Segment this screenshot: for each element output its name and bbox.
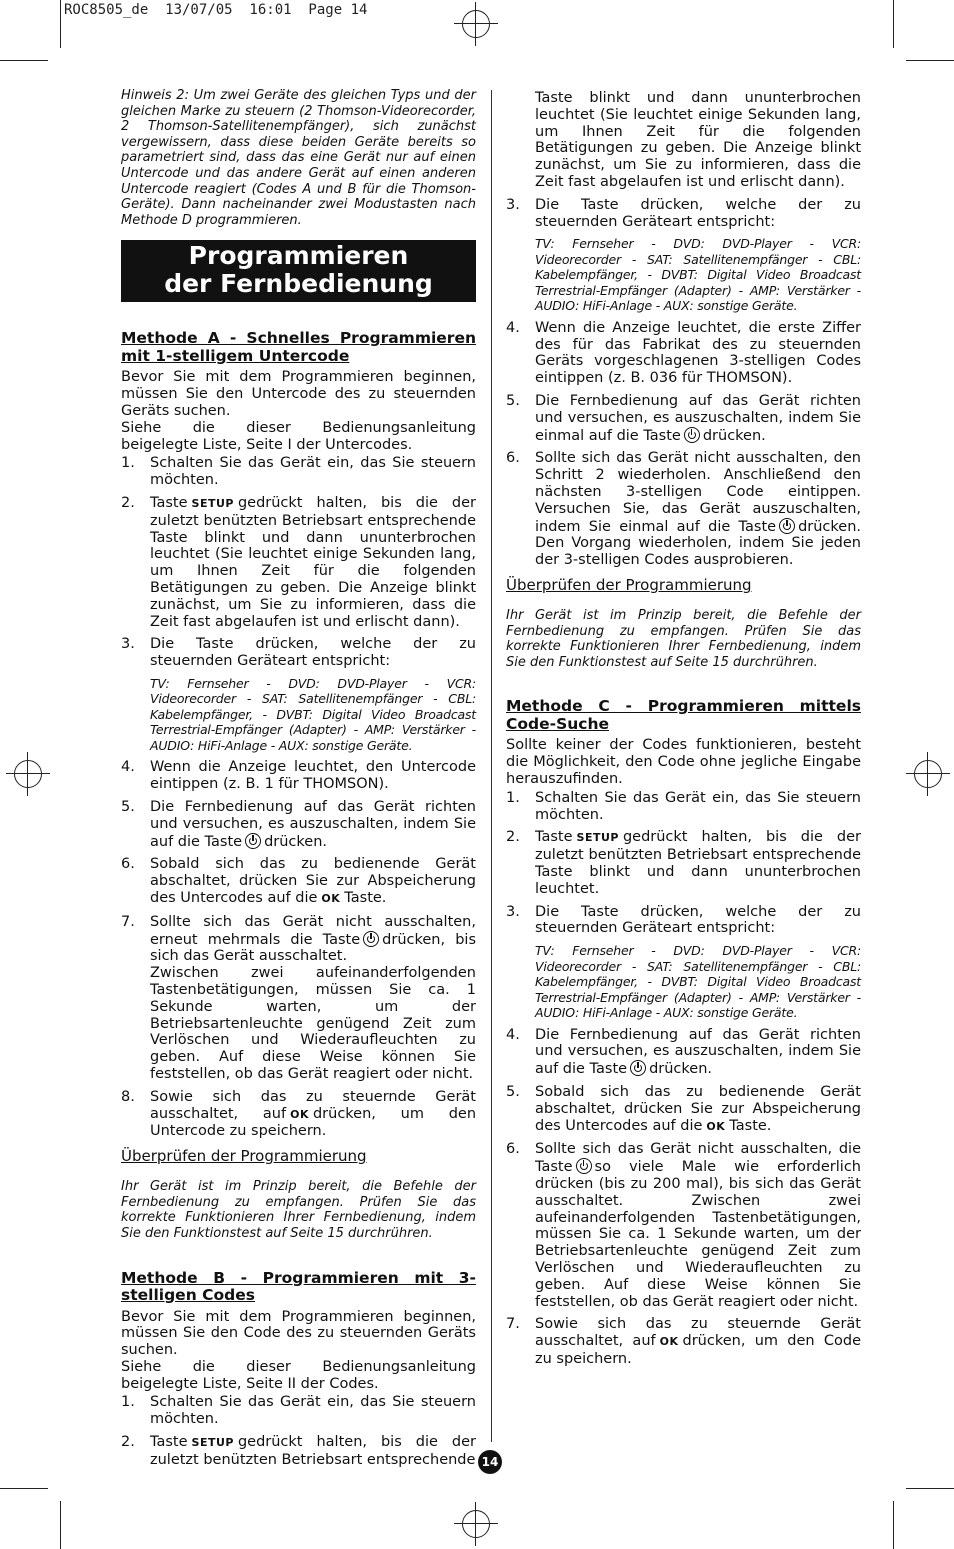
- step-item: 1. Schalten Sie das Gerät ein, das Sie steuern möchten.: [506, 789, 861, 823]
- step-text: Schalten Sie das Gerät ein, das Sie steuern möchten.: [535, 789, 861, 823]
- step-text: Taste: [535, 829, 573, 846]
- methode-b-steps-continued: [506, 90, 861, 569]
- check-text: Ihr Gerät ist im Prinzip bereit, die Befehle der Fernbedienung zu empfangen. Prüfen Sie das korrekte Funktionieren Ihrer Fernbedienung, indem Sie den Funktionstest auf Seite 15 durchrühren.: [506, 608, 861, 670]
- ok-key-label: OK: [321, 891, 341, 905]
- page-number: 14: [478, 1450, 502, 1474]
- check-heading: Überprüfen der Programmierung: [121, 1147, 367, 1166]
- step-text: Die Fernbedienung auf das Gerät richten und versuchen, es auszuschalten, indem Sie auf die Taste: [535, 1026, 861, 1078]
- step-item: 2. Taste SETUP gedrückt halten, bis die der zuletzt benützten Betriebsart entsprechende: [121, 1434, 476, 1468]
- banner-title-line1: Programmieren: [188, 241, 409, 271]
- step-text: gedrückt halten, bis die der zuletzt benützten Betriebsart entsprechende: [150, 1434, 476, 1468]
- step-text: Taste blinkt und dann ununterbrochen leuchtet (Sie leuchtet einige Sekunden lang, um Ihnen Zeit für die folgenden Betätigungen zu geben. Die Anzeige blinkt zunächst, um Sie zu informieren, dass die Zeit fast abgelaufen ist und erlischt dann).: [535, 90, 861, 190]
- crop-mark: [0, 60, 48, 61]
- right-column: [506, 88, 861, 1374]
- crop-mark: [0, 1488, 48, 1489]
- step-text: Die Fernbedienung auf das Gerät richten und versuchen, es auszuschalten, indem Sie einmal auf die Taste: [535, 393, 861, 444]
- registration-mark: [454, 2, 498, 46]
- step-text: Sollte sich das Gerät nicht ausschalten, erneut mehrmals die Taste: [150, 913, 476, 948]
- methode-b-intro: Bevor Sie mit dem Programmieren beginnen, müssen Sie den Code des zu steuernden Geräts suchen.: [121, 1308, 476, 1359]
- device-codes-legend: TV: Fernseher - DVD: DVD-Player - VCR: Videorecorder - SAT: Satellitenempfänger - CBL: Kabelempfänger, - DVBT: Digital Video Broadcast Terrestrial-Empfänger (Adapter) - AMP: Verstärker - AUDIO: HiFi-Anlage - AUX: sonstige Geräte.: [150, 675, 476, 753]
- step-item: 4. Wenn die Anzeige leuchtet, den Untercode eintippen (z. B. 1 für THOMSON).: [121, 759, 476, 793]
- step-text: Schalten Sie das Gerät ein, das Sie steuern möchten.: [150, 1394, 476, 1428]
- step-item: 1. Schalten Sie das Gerät ein, das Sie steuern möchten.: [121, 455, 476, 489]
- step-text: drücken, um den Untercode zu speichern.: [150, 1105, 477, 1140]
- ok-key-label: OK: [290, 1107, 309, 1121]
- methode-c-steps: [506, 790, 861, 1368]
- step-item: 5. Die Fernbedienung auf das Gerät richten und versuchen, es auszuschalten, indem Sie einmal auf die Taste drücken.: [506, 393, 861, 444]
- ok-key-label: OK: [706, 1119, 726, 1133]
- step-item: 8. Sowie sich das zu steuernde Gerät ausschaltet, auf OK drücken, um den Untercode zu speichern.: [121, 1088, 477, 1140]
- step-item: 7. Sowie sich das zu steuernde Gerät ausschaltet, auf OK drücken, um den Code zu speichern.: [506, 1316, 861, 1368]
- step-item: 3. Die Taste drücken, welche der zu steuernden Geräteart entspricht: TV: Fernseher - DVD: DVD-Player - VCR: Videorecorder - SAT: Satellitenempfänger - CBL: Kabelempfänger, - DVBT: Digital Video Broadcast Terrestrial-Empfänger (Adapter) - AMP: Verstärker - AUDIO: HiFi-Anlage - AUX: sonstige Geräte.: [506, 903, 861, 1021]
- step-item: 2. Taste SETUP gedrückt halten, bis die der zuletzt benützten Betriebsart entsprechende Taste blinkt und dann ununterbrochen leuchtet.: [506, 829, 861, 897]
- step-item: 4. Die Fernbedienung auf das Gerät richten und versuchen, es auszuschalten, indem Sie auf die Taste drücken.: [506, 1026, 861, 1078]
- power-button-icon: [779, 518, 795, 534]
- methode-b-intro-list: Siehe die dieser Bedienungsanleitung beigelegte Liste, Seite II der Codes.: [121, 1358, 476, 1392]
- step-text: Zwischen zwei aufeinanderfolgenden Tastenbetätigungen, müssen Sie ca. 1 Sekunde warten, um der Betriebsartenleuchte genügend Zeit zum Verlöschen und Wiederaufleuchten zu geben. Auf diese Weise können Sie feststellen, ob das Gerät reagiert oder nicht.: [150, 965, 476, 1082]
- crop-mark: [906, 60, 954, 61]
- ok-key-label: OK: [659, 1335, 679, 1349]
- check-heading: Überprüfen der Programmierung: [506, 576, 752, 595]
- step-item: 7. Sollte sich das Gerät nicht ausschalten, erneut mehrmals die Taste drücken, bis sich das Gerät ausschaltet. Zwischen zwei aufeinanderfolgenden Tastenbetätigungen, müssen Sie ca. 1 Sekunde warten, um der Betriebsartenleuchte genügend Zeit zum Verlöschen und Wiederaufleuchten zu geben. Auf diese Weise können Sie feststellen, ob das Gerät reagiert oder nicht.: [121, 913, 477, 1082]
- methode-c-intro: Sollte keiner der Codes funktionieren, besteht die Möglichkeit, den Code ohne jegliche Eingabe herauszufinden.: [506, 737, 861, 787]
- step-item: 5. Die Fernbedienung auf das Gerät richten und versuchen, es auszuschalten, indem Sie auf die Taste drücken.: [121, 798, 476, 850]
- step-text: Sollte sich das Gerät nicht ausschalten, die Taste: [535, 1141, 861, 1176]
- step-item: 2. Taste SETUP gedrückt halten, bis die der zuletzt benützten Betriebsart entsprechende Taste blinkt und dann ununterbrochen leuchtet (Sie leuchtet einige Sekunden lang, um Ihnen Zeit für die folgenden Betätigungen zu geben. Die Anzeige blinkt zunächst, um Sie zu informieren, dass die Zeit fast abgelaufen ist und erlischt dann).: [121, 494, 476, 630]
- step-item: 5. Sobald sich das zu bedienende Gerät abschaltet, drücken Sie zur Abspeicherung des Untercodes auf die OK Taste.: [506, 1084, 861, 1134]
- step-text: Die Taste drücken, welche der zu steuernden Geräteart entspricht:: [535, 196, 861, 230]
- methode-a-steps: [121, 455, 476, 1140]
- step-text: drücken.: [649, 1061, 712, 1078]
- step-text: Sowie sich das zu steuernde Gerät ausschaltet, auf: [150, 1088, 476, 1122]
- left-column: [121, 88, 476, 1475]
- step-text: Sowie sich das zu steuernde Gerät ausschaltet, auf: [535, 1316, 861, 1350]
- methode-b-heading: Methode B - Programmieren mit 3-stelligen Codes: [121, 1268, 476, 1304]
- step-text: so viele Male wie erforderlich drücken (bis zu 200 mal), bis sich das Gerät ausschaltet. Zwischen zwei aufeinanderfolgenden Tastenbetätigungen, müssen Sie ca. 1 Sekunde warten, um der Betriebsartenleuchte genügend Zeit zum Verlöschen und Wiederaufleuchten zu geben. Auf diese Weise können Sie feststellen, ob das Gerät reagiert oder nicht.: [535, 1159, 861, 1310]
- step-text: Wenn die Anzeige leuchtet, den Untercode eintippen (z. B. 1 für THOMSON).: [150, 759, 476, 793]
- check-text: Ihr Gerät ist im Prinzip bereit, die Befehle der Fernbedienung zu empfangen. Prüfen Sie das korrekte Funktionieren Ihrer Fernbedienung, indem Sie den Funktionstest auf Seite 15 durchrühren.: [121, 1179, 476, 1241]
- step-text: Taste: [150, 494, 188, 511]
- device-codes-legend: TV: Fernseher - DVD: DVD-Player - VCR: Videorecorder - SAT: Satellitenempfänger - CBL: Kabelempfänger, - DVBT: Digital Video Broadcast Terrestrial-Empfänger (Adapter) - AMP: Verstärker - AUDIO: HiFi-Anlage - AUX: sonstige Geräte.: [535, 943, 861, 1021]
- step-text: Die Taste drücken, welche der zu steuernden Geräteart entspricht:: [535, 903, 861, 937]
- section-banner: [121, 240, 476, 302]
- step-text: Die Taste drücken, welche der zu steuernden Geräteart entspricht:: [150, 636, 476, 670]
- step-text: Wenn die Anzeige leuchtet, die erste Ziffer des für das Fabrikat des zu steuernden Geräts vorgeschlagenen 3-stelligen Codes eintippen (z. B. 036 für THOMSON).: [535, 319, 861, 387]
- device-codes-legend: TV: Fernseher - DVD: DVD-Player - VCR: Videorecorder - SAT: Satellitenempfänger - CBL: Kabelempfänger, - DVBT: Digital Video Broadcast Terrestrial-Empfänger (Adapter) - AMP: Verstärker - AUDIO: HiFi-Anlage - AUX: sonstige Geräte.: [535, 236, 861, 314]
- step-item: 3. Die Taste drücken, welche der zu steuernden Geräteart entspricht: TV: Fernseher - DVD: DVD-Player - VCR: Videorecorder - SAT: Satellitenempfänger - CBL: Kabelempfänger, - DVBT: Digital Video Broadcast Terrestrial-Empfänger (Adapter) - AMP: Verstärker - AUDIO: HiFi-Anlage - AUX: sonstige Geräte.: [121, 636, 476, 753]
- step-item: [506, 90, 861, 191]
- power-button-icon: [684, 427, 700, 443]
- column-divider: [491, 90, 492, 1442]
- step-text: gedrückt halten, bis die der zuletzt benützten Betriebsart entsprechende Taste blinkt und dann ununterbrochen leuchtet (Sie leuchtet einige Sekunden lang, um Ihnen Zeit für die folgenden Betätigungen zu geben. Die Anzeige blinkt zunächst, um Sie zu informieren, dass die Zeit fast abgelaufen ist und erlischt dann).: [150, 494, 476, 630]
- power-button-icon: [245, 833, 261, 849]
- registration-mark: [454, 1502, 498, 1546]
- step-text: drücken.: [702, 427, 766, 444]
- step-text: drücken. Den Vorgang wiederholen, indem Sie jeden der 3-stelligen Codes ausprobieren.: [535, 518, 861, 569]
- step-item: 6. Sobald sich das zu bedienende Gerät abschaltet, drücken Sie zur Abspeicherung des Untercodes auf die OK Taste.: [121, 856, 476, 906]
- methode-c-heading: Methode C - Programmieren mittels Code-Suche: [506, 697, 861, 733]
- step-text: Taste: [150, 1434, 188, 1451]
- hinweis-note: Hinweis 2: Um zwei Geräte des gleichen Typs und der gleichen Marke zu steuern (2 Thomson-Videorecorder, 2 Thomson-Satellitenempfänger), sich zunächst vergewissern, dass diese beiden Geräte bereits so parametriert sind, dass das eine Gerät nur auf einen Untercode und das andere Gerät auf einen anderen Untercode reagiert (Codes A und B für die Thomson-Geräte). Dann nacheinander zwei Modustasten nach Methode D programmieren.: [121, 88, 476, 228]
- step-text: drücken.: [264, 833, 327, 850]
- power-button-icon: [630, 1060, 646, 1076]
- registration-mark: [906, 752, 950, 796]
- setup-key-label: SETUP: [191, 1436, 234, 1450]
- step-text: Sobald sich das zu bedienende Gerät abschaltet, drücken Sie zur Abspeicherung des Untercodes auf die: [150, 856, 476, 906]
- step-text: Schalten Sie das Gerät ein, das Sie steuern möchten.: [150, 455, 476, 489]
- step-text: gedrückt halten, bis die der zuletzt benützten Betriebsart entsprechende Taste blinkt und dann ununterbrochen leuchtet.: [535, 829, 861, 897]
- power-button-icon: [363, 931, 379, 947]
- power-button-icon: [576, 1158, 592, 1174]
- step-item: 3. Die Taste drücken, welche der zu steuernden Geräteart entspricht: TV: Fernseher - DVD: DVD-Player - VCR: Videorecorder - SAT: Satellitenempfänger - CBL: Kabelempfänger, - DVBT: Digital Video Broadcast Terrestrial-Empfänger (Adapter) - AMP: Verstärker - AUDIO: HiFi-Anlage - AUX: sonstige Geräte.: [506, 196, 861, 314]
- crop-mark: [906, 1488, 954, 1489]
- crop-mark: [60, 1501, 61, 1549]
- methode-a-intro-list: Siehe die dieser Bedienungsanleitung beigelegte Liste, Seite I der Untercodes.: [121, 419, 476, 453]
- registration-mark: [6, 752, 50, 796]
- crop-mark: [893, 1501, 894, 1549]
- step-item: 1. Schalten Sie das Gerät ein, das Sie steuern möchten.: [121, 1394, 476, 1428]
- step-text: drücken, bis sich das Gerät ausschaltet.: [150, 931, 477, 965]
- step-text: drücken, um den Code zu speichern.: [535, 1333, 861, 1368]
- methode-a-intro: Bevor Sie mit dem Programmieren beginnen, müssen Sie den Untercode des zu steuernden Geräts suchen.: [121, 369, 476, 419]
- crop-mark: [893, 0, 894, 48]
- print-slug: ROC8505_de 13/07/05 16:01 Page 14: [64, 2, 368, 18]
- step-text: Sobald sich das zu bedienende Gerät abschaltet, drücken Sie zur Abspeicherung des Untercodes auf die: [535, 1084, 861, 1134]
- methode-a-heading: Methode A - Schnelles Programmieren mit 1-stelligem Untercode: [121, 329, 476, 365]
- step-text: Taste.: [729, 1117, 772, 1134]
- step-item: 6. Sollte sich das Gerät nicht ausschalten, die Taste so viele Male wie erforderlich drücken (bis zu 200 mal), bis sich das Gerät ausschaltet. Zwischen zwei aufeinanderfolgenden Tastenbetätigungen, müssen Sie ca. 1 Sekunde warten, um der Betriebsartenleuchte genügend Zeit zum Verlöschen und Wiederaufleuchten zu geben. Auf diese Weise können Sie feststellen, ob das Gerät reagiert oder nicht.: [506, 1141, 861, 1310]
- step-item: 4. Wenn die Anzeige leuchtet, die erste Ziffer des für das Fabrikat des zu steuernden Geräts vorgeschlagenen 3-stelligen Codes eintippen (z. B. 036 für THOMSON).: [506, 319, 861, 387]
- step-item: 6. Sollte sich das Gerät nicht ausschalten, den Schritt 2 wiederholen. Anschließend den nächsten 3-stelligen Code eintippen. Versuchen Sie, das Gerät auszuschalten, indem Sie einmal auf die Taste drücken. Den Vorgang wiederholen, indem Sie jeden der 3-stelligen Codes ausprobieren.: [506, 450, 861, 569]
- setup-key-label: SETUP: [576, 831, 619, 845]
- crop-mark: [60, 0, 61, 48]
- step-text: Taste.: [344, 889, 387, 906]
- methode-b-steps: [121, 1394, 476, 1468]
- step-text: Die Fernbedienung auf das Gerät richten und versuchen, es auszuschalten, indem Sie auf die Taste: [150, 798, 476, 850]
- banner-title-line2: der Fernbedienung: [164, 269, 433, 299]
- step-text: Sollte sich das Gerät nicht ausschalten, den Schritt 2 wiederholen. Anschließend den nächsten 3-stelligen Code eintippen. Versuchen Sie, das Gerät auszuschalten, indem Sie einmal auf die Taste: [535, 450, 861, 535]
- setup-key-label: SETUP: [191, 496, 234, 510]
